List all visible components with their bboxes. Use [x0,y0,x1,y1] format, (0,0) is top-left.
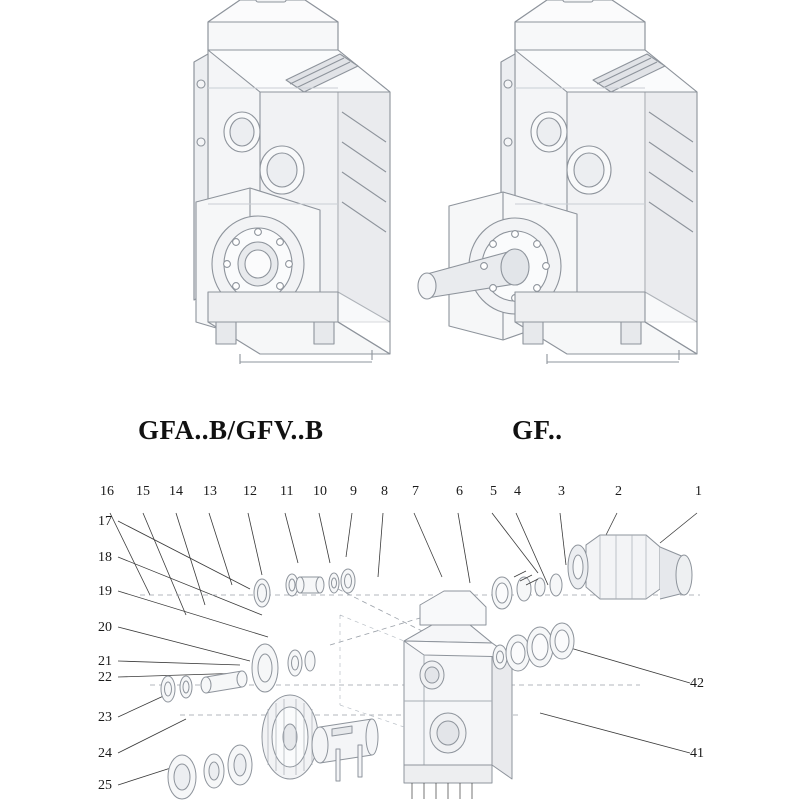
part-number-11: 11 [280,484,294,499]
part-number-9: 9 [350,484,357,499]
part-number-19: 19 [98,584,112,599]
part-number-21: 21 [98,654,112,669]
part-number-7: 7 [412,484,419,499]
part-number-23: 23 [98,710,112,725]
part-number-20: 20 [98,620,112,635]
part-number-14: 14 [169,484,183,499]
part-number-2: 2 [615,484,622,499]
part-number-1: 1 [695,484,702,499]
part-number-41: 41 [690,746,704,761]
part-number-24: 24 [98,746,112,761]
gearbox-right-drawing [405,0,725,392]
part-number-22: 22 [98,670,112,685]
part-number-15: 15 [136,484,150,499]
part-number-5: 5 [490,484,497,499]
part-number-13: 13 [203,484,217,499]
part-number-6: 6 [456,484,463,499]
part-number-4: 4 [514,484,521,499]
part-number-10: 10 [313,484,327,499]
part-number-18: 18 [98,550,112,565]
caption-gf: GF.. [512,415,563,445]
gearbox-left-drawing [90,0,410,392]
caption-gfa-b-gfv-b: GFA..B/GFV..B [138,415,324,445]
exploded-parts-diagram [0,465,800,800]
part-number-16: 16 [100,484,114,499]
part-number-17: 17 [98,514,112,529]
part-number-42: 42 [690,676,704,691]
part-number-3: 3 [558,484,565,499]
part-number-25: 25 [98,778,112,793]
part-number-8: 8 [381,484,388,499]
part-number-12: 12 [243,484,257,499]
